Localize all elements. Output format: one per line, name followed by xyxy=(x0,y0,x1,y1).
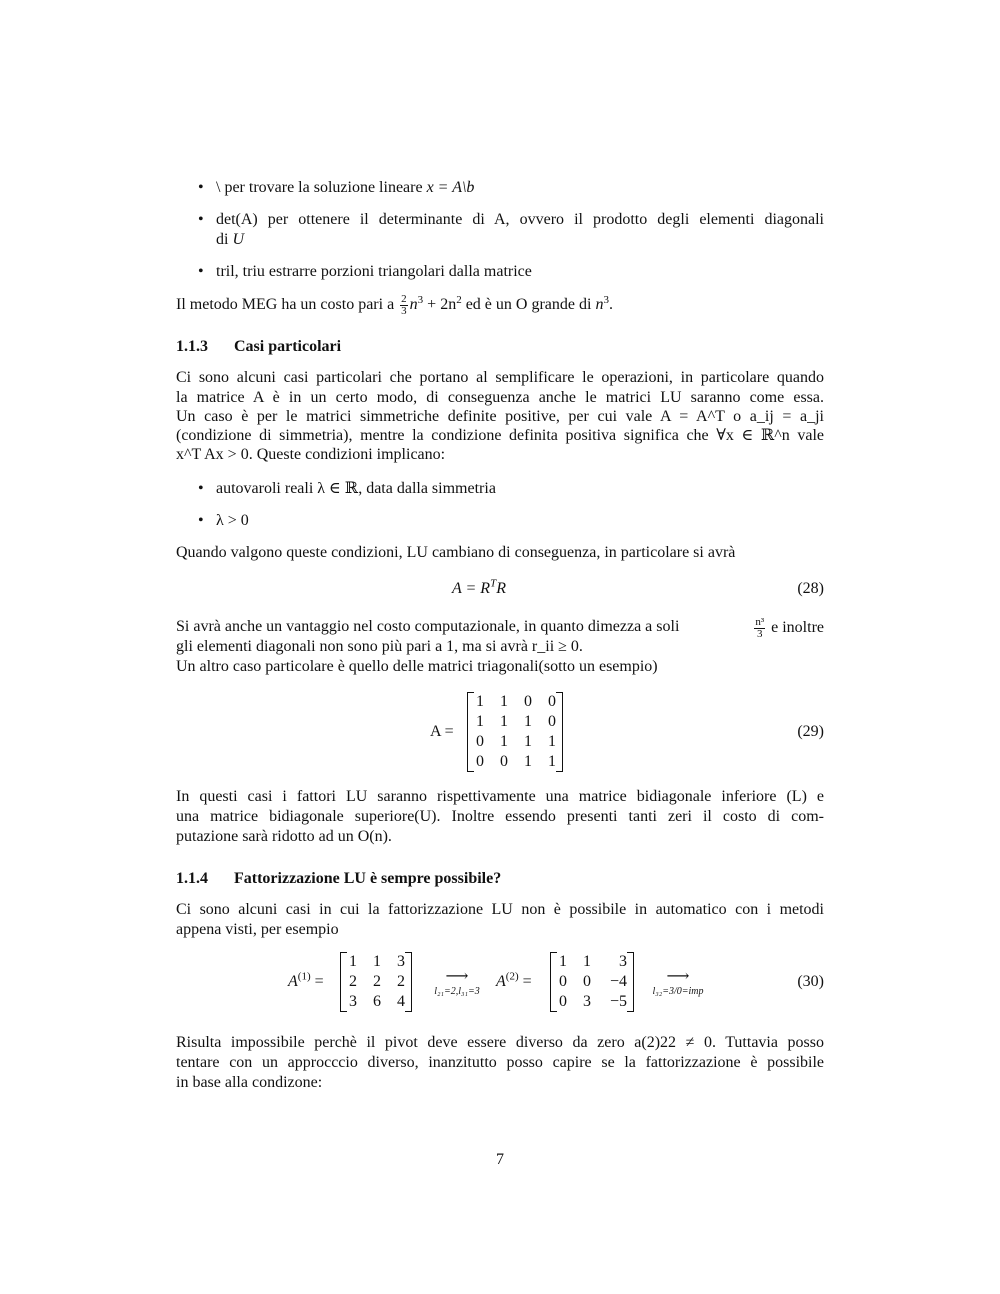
bracket-left xyxy=(340,952,347,1012)
matrix-cell: 6 xyxy=(373,993,381,1010)
bullet-autovalori: autovaroli reali λ ∈ ℝ, data dalla simmetria xyxy=(216,480,496,497)
matrix-cell: 3 xyxy=(583,993,591,1010)
paragraph-line: Ci sono alcuni casi particolari che portano al semplificare le operazioni, in particolare quando xyxy=(176,369,824,386)
matrix-cell: 1 xyxy=(476,693,484,710)
paragraph-line: Quando valgono queste condizioni, LU cambiano di conseguenza, in particolare si avrà xyxy=(176,544,736,561)
matrix-row xyxy=(474,692,556,712)
equation-28: $A = R^TR$ xyxy=(452,577,506,597)
bullet-backslash: \ per trovare la soluzione lineare x = A\b xyxy=(216,179,475,196)
matrix-row xyxy=(557,952,627,972)
paragraph-line: una matrice bidiagonale superiore(U). Inoltre essendo presenti tanti zeri il costo di com- xyxy=(176,808,824,825)
equation-30-lhs2: $A^{(2)}$ = xyxy=(496,970,532,990)
paragraph-line: Un altro caso particolare è quello delle matrici triagonali(sotto un esempio) xyxy=(176,658,658,675)
matrix-cell: 1 xyxy=(548,733,556,750)
fraction: $\frac{2}{3}$ xyxy=(401,293,407,317)
bullet-dot: • xyxy=(198,179,204,196)
fraction: $\frac{\text{n³}}{3}$ xyxy=(755,616,765,640)
page-number: 7 xyxy=(496,1151,504,1168)
matrix-cell: 1 xyxy=(500,693,508,710)
matrix-cell: 1 xyxy=(349,953,357,970)
paragraph-line: Risulta impossibile perchè il pivot deve essere diverso da zero a(2)22 ≠ 0. Tuttavia posso xyxy=(176,1034,824,1051)
equation-number: (28) xyxy=(797,580,824,597)
bullet-lambda: λ > 0 xyxy=(216,512,249,529)
bullet-dot: • xyxy=(198,512,204,529)
matrix-cell: 0 xyxy=(548,693,556,710)
matrix-cell: 1 xyxy=(476,713,484,730)
arrow-elimination-2: ⟶ l₃₂=3/0=imp xyxy=(652,968,704,997)
matrix-cell: 1 xyxy=(373,953,381,970)
equation-29-lhs: A = xyxy=(430,723,454,740)
paragraph-line: Ci sono alcuni casi in cui la fattorizzazione LU non è possibile in automatico con i metodi xyxy=(176,901,824,918)
matrix-cell: 1 xyxy=(524,733,532,750)
matrix-row xyxy=(474,752,556,772)
matrix-row xyxy=(347,972,405,992)
bracket-right xyxy=(556,692,563,772)
matrix-cell: 2 xyxy=(397,973,405,990)
matrix-row xyxy=(347,952,405,972)
matrix-cell: 3 xyxy=(397,953,405,970)
arrow-elimination-1: ⟶ l₂₁=2,l₃₁=3 xyxy=(434,968,480,997)
paragraph-line: putazione sarà ridotto ad un O(n). xyxy=(176,828,392,845)
paragraph-line: tentare con un approcccio diverso, inanzitutto posso capire se la fattorizzazione è possibile xyxy=(176,1054,824,1071)
matrix-cell: 3 xyxy=(349,993,357,1010)
matrix-cell: −5 xyxy=(609,993,627,1010)
matrix-cell: 0 xyxy=(524,693,532,710)
section-heading-1-1-4: 1.1.4 Fattorizzazione LU è sempre possibile? xyxy=(176,870,502,887)
paragraph-line: (condizione di simmetria), mentre la condizione definita positiva significa che ∀x ∈ ℝ^n vale xyxy=(176,427,824,444)
matrix-cell: 1 xyxy=(524,713,532,730)
paragraph-line: Si avrà anche un vantaggio nel costo computazionale, in quanto dimezza a soli $\frac{\text{n³}}{3}$ e inoltre xyxy=(176,616,824,640)
matrix-row xyxy=(557,972,627,992)
matrix-cell: 0 xyxy=(583,973,591,990)
matrix-a2 xyxy=(557,952,627,1012)
matrix-row xyxy=(474,732,556,752)
matrix-row xyxy=(474,712,556,732)
matrix-cell: 1 xyxy=(524,753,532,770)
matrix-a1 xyxy=(347,952,405,1012)
matrix-cell: 0 xyxy=(559,973,567,990)
meg-cost-sentence: Il metodo MEG ha un costo pari a $\frac{2}{3}$ $n^3 + 2n^2$ ed è un O grande di $n^3$. xyxy=(176,293,613,317)
equation-number: (29) xyxy=(797,723,824,740)
bracket-left xyxy=(550,952,557,1012)
paragraph-line: Un caso è per le matrici simmetriche definite positive, per cui vale A = A^T o a_ij = a_ji xyxy=(176,408,824,425)
bracket-right xyxy=(627,952,634,1012)
matrix-cell: 0 xyxy=(548,713,556,730)
matrix-cell: 2 xyxy=(349,973,357,990)
matrix-cell: 1 xyxy=(500,713,508,730)
paragraph-line: la matrice A è in un certo modo, di conseguenza anche le matrici LU saranno come essa. xyxy=(176,389,824,406)
matrix-cell: 3 xyxy=(619,953,627,970)
bullet-det-line1: det(A) per ottenere il determinante di A, ovvero il prodotto degli elementi diagonali xyxy=(216,211,824,228)
bullet-dot: • xyxy=(198,480,204,497)
matrix-cell: 1 xyxy=(500,733,508,750)
matrix-cell: 0 xyxy=(559,993,567,1010)
bullet-dot: • xyxy=(198,211,204,228)
matrix-cell: 0 xyxy=(476,733,484,750)
paragraph-line: In questi casi i fattori LU saranno rispettivamente una matrice bidiagonale inferiore (L) e xyxy=(176,788,824,805)
section-heading-1-1-3: 1.1.3 Casi particolari xyxy=(176,338,342,355)
matrix-tridiagonal xyxy=(474,692,556,772)
paragraph-line: x^T Ax > 0. Queste condizioni implicano: xyxy=(176,446,446,463)
paragraph-line: in base alla condizone: xyxy=(176,1074,323,1091)
bracket-right xyxy=(405,952,412,1012)
matrix-cell: −4 xyxy=(609,973,627,990)
bullet-tril: tril, triu estrarre porzioni triangolari dalla matrice xyxy=(216,263,532,280)
matrix-cell: 1 xyxy=(559,953,567,970)
equation-number: (30) xyxy=(797,973,824,990)
matrix-row xyxy=(557,992,627,1012)
paragraph-line: gli elementi diagonali non sono più pari a 1, ma si avrà r_ii ≥ 0. xyxy=(176,638,583,655)
matrix-cell: 2 xyxy=(373,973,381,990)
bullet-dot: • xyxy=(198,263,204,280)
bullet-det-line2: di U xyxy=(216,231,245,248)
matrix-cell: 0 xyxy=(500,753,508,770)
matrix-cell: 1 xyxy=(583,953,591,970)
matrix-cell: 4 xyxy=(397,993,405,1010)
bracket-left xyxy=(467,692,474,772)
matrix-cell: 0 xyxy=(476,753,484,770)
matrix-cell: 1 xyxy=(548,753,556,770)
paragraph-line: appena visti, per esempio xyxy=(176,921,339,938)
matrix-row xyxy=(347,992,405,1012)
equation-30-lhs1: $A^{(1)}$ = xyxy=(288,970,324,990)
